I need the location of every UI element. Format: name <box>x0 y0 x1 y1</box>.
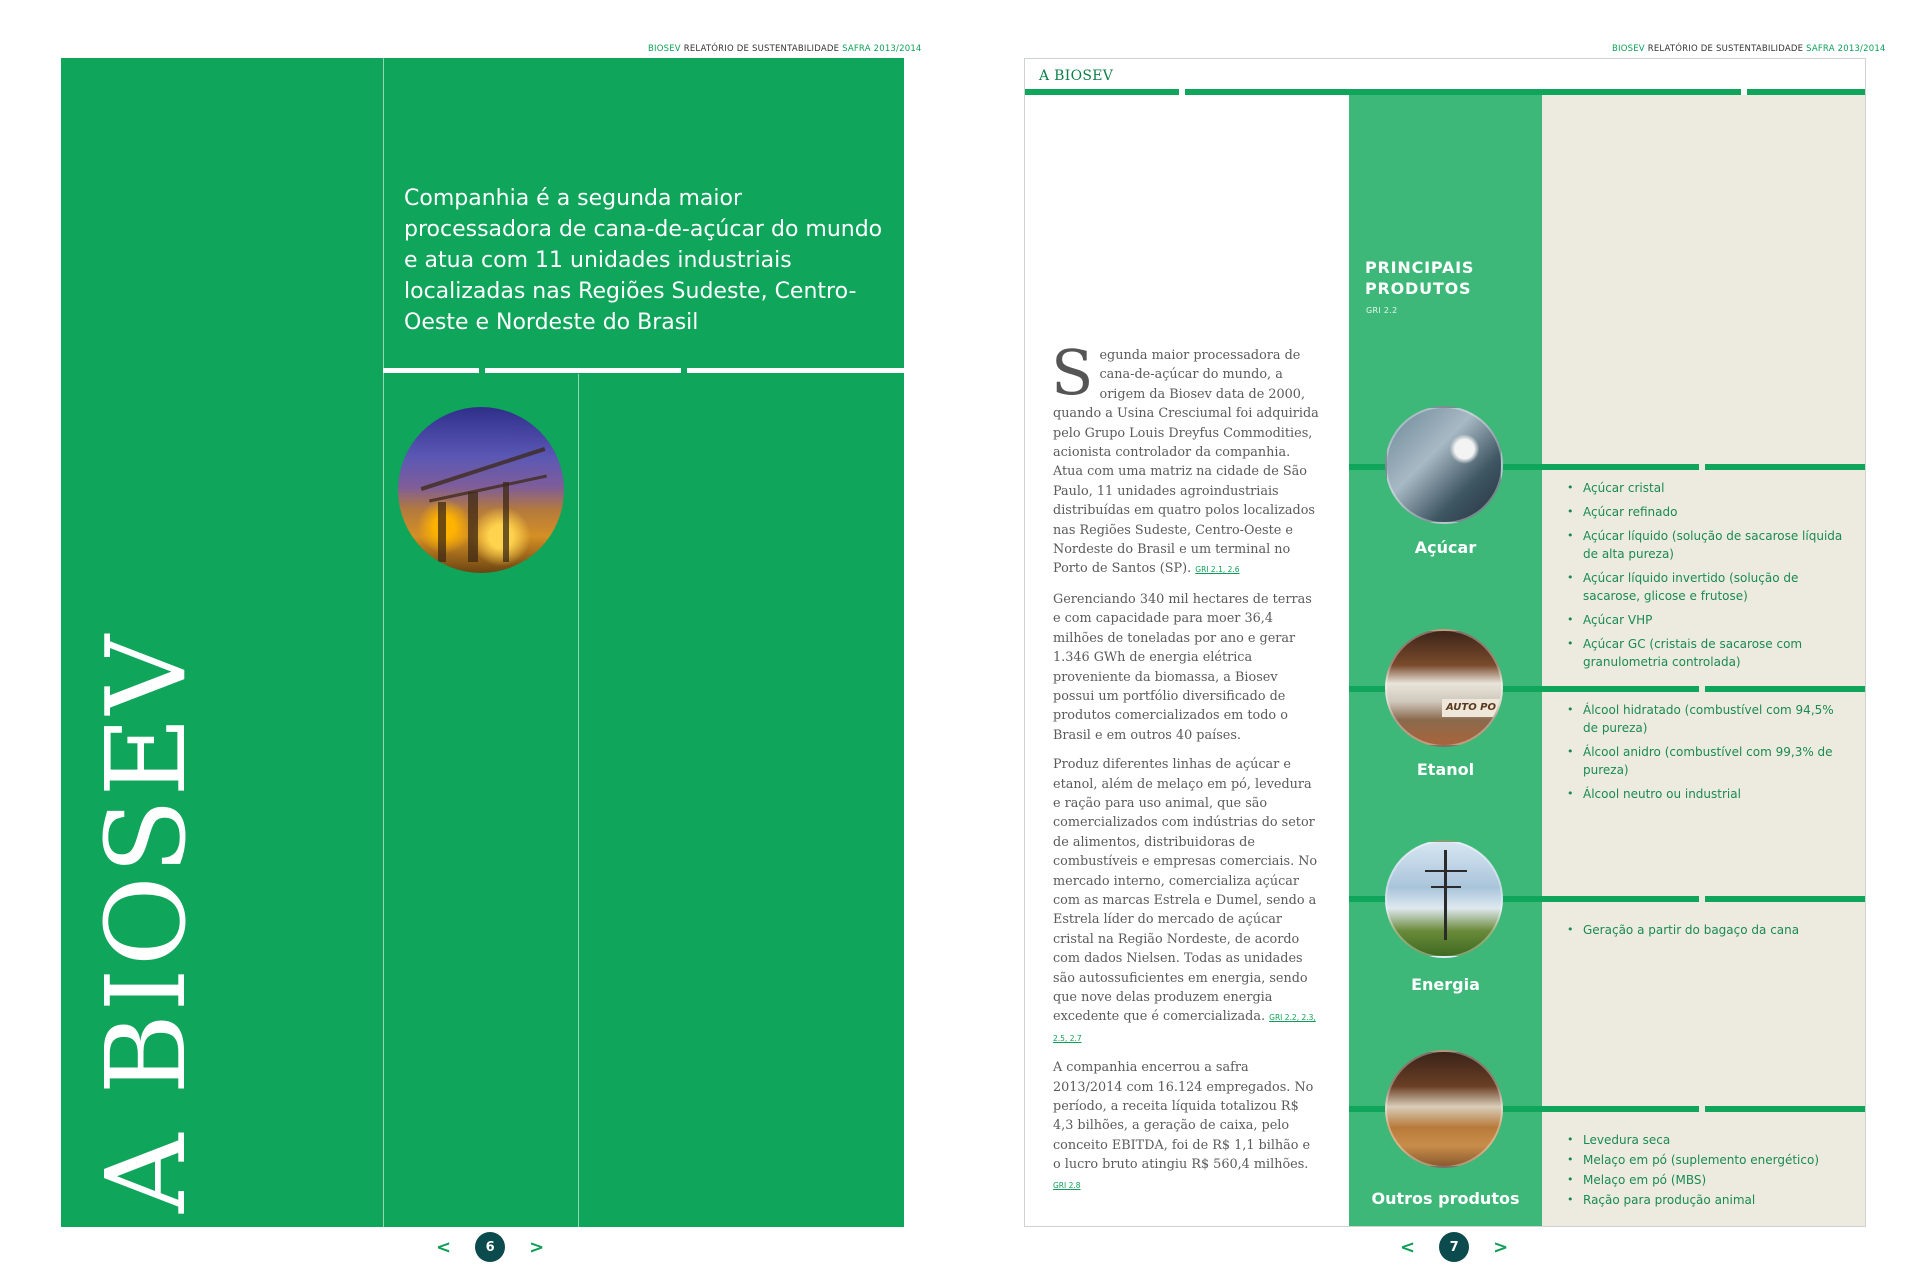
divider-bar <box>383 368 479 373</box>
other-products-photo <box>1385 1050 1503 1168</box>
column-divider <box>383 58 384 1227</box>
product-list-other <box>1565 1131 1850 1211</box>
paragraph-3: Produz diferentes linhas de açúcar e etanol, além de melaço em pó, levedura e ração para uso animal, que são comercializados com indústrias do setor de alimentos, distribuidoras de combustíveis e empresas comerciais. No mercado interno, comercializa açúcar com as marcas Estrela e Dumel, sendo a Estrela líder do mercado de açúcar cristal na Região Nordeste, de acordo com dados Nielsen. Todas as unidades são autossuficientes em energia, sendo que nove delas produzem energia excedente que é comercializada. GRI 2.2, 2.3, 2.5, 2.7 <box>1053 757 1318 1043</box>
list-item: • Melaço em pó (MBS) <box>1565 1171 1850 1189</box>
refinery-photo <box>398 407 564 573</box>
header-brand: BIOSEV <box>648 44 681 54</box>
paragraph-1: Segunda maior processadora de cana-de-açúcar do mundo, a origem da Biosev data de 2000, quando a Usina Cresciumal foi adquirida pelo Grupo Louis Dreyfus Commodities, acionista controlador da companhia. Atua com uma matriz na cidade de São Paulo, 11 unidades agroindustriais distribuídas em quatro polos localizados nas Regiões Sudeste, Centro-Oeste e Nordeste do Brasil e um terminal no Porto de Santos (SP). GRI 2.1, 2.6 <box>1051 336 1319 577</box>
list-item: • Açúcar refinado <box>1565 503 1850 521</box>
dropcap: S <box>1051 336 1094 409</box>
row-divider <box>1705 686 1866 692</box>
left-page <box>61 58 904 1227</box>
vertical-title: A BIOSEV <box>82 633 210 1213</box>
product-list-sugar <box>1565 479 1850 677</box>
running-header-right <box>1612 44 1886 54</box>
next-page-button[interactable]: > <box>529 1236 545 1258</box>
list-item: • Ração para produção animal <box>1565 1191 1850 1209</box>
product-list-ethanol <box>1565 701 1850 809</box>
products-title: PRINCIPAIS PRODUTOS <box>1365 258 1475 298</box>
running-header-left <box>648 44 922 54</box>
page-number: 7 <box>1439 1232 1469 1262</box>
list-item: • Geração a partir do bagaço da cana <box>1565 921 1850 939</box>
prev-page-button[interactable]: < <box>436 1236 452 1258</box>
row-divider <box>1705 464 1866 470</box>
paragraph-2: Gerenciando 340 mil hectares de terras e com capacidade para moer 36,4 milhões de toneladas por ano e gerar 1.346 GWh de energia elétrica proveniente da biomassa, a Biosev possui um portfólio diversificado de produtos comercializados em todo o Brasil e em outros 40 países. <box>1053 591 1312 743</box>
product-name-ethanol: Etanol <box>1416 760 1475 779</box>
list-item: • Álcool hidratado (combustível com 94,5% de pureza) <box>1565 701 1850 737</box>
list-item: • Álcool neutro ou industrial <box>1565 785 1850 803</box>
page-number: 6 <box>475 1232 505 1262</box>
prev-page-button[interactable]: < <box>1400 1236 1416 1258</box>
ethanol-photo <box>1385 629 1503 747</box>
list-item: • Melaço em pó (suplemento energético) <box>1565 1151 1850 1169</box>
row-divider <box>1705 896 1866 902</box>
truck-label: AUTO PO <box>1442 699 1500 717</box>
energy-photo <box>1385 840 1503 958</box>
next-page-button[interactable]: > <box>1493 1236 1509 1258</box>
list-item: • Açúcar líquido (solução de sacarose líquida de alta pureza) <box>1565 527 1850 563</box>
list-item: • Levedura seca <box>1565 1131 1850 1149</box>
product-name-energy: Energia <box>1411 975 1480 994</box>
product-list-energy <box>1565 921 1850 945</box>
header-season: SAFRA 2013/2014 <box>1806 44 1886 54</box>
product-name-sugar: Açúcar <box>1414 538 1477 557</box>
list-item: • Álcool anidro (combustível com 99,3% de pureza) <box>1565 743 1850 779</box>
product-name-other: Outros produtos <box>1371 1189 1520 1208</box>
gri-reference-link[interactable]: GRI 2.1, 2.6 <box>1195 565 1240 575</box>
header-title: RELATÓRIO DE SUSTENTABILIDADE <box>680 44 843 54</box>
gri-reference-link[interactable]: GRI 2.8 <box>1053 1180 1081 1190</box>
gri-reference-link[interactable]: GRI 2.2, 2.3, 2.5, 2.7 <box>1053 1013 1316 1043</box>
pager-right <box>1400 1232 1508 1262</box>
row-divider <box>1705 1106 1866 1112</box>
list-item: • Açúcar líquido invertido (solução de sacarose, glicose e frutose) <box>1565 569 1850 605</box>
top-rule <box>1025 89 1179 95</box>
list-item: • Açúcar VHP <box>1565 611 1850 629</box>
paragraph-4: A companhia encerrou a safra 2013/2014 com 16.124 empregados. No período, a receita líquida totalizou R$ 4,3 bilhões, a geração de caixa, pelo conceito EBITDA, foi de R$ 1,1 bilhão e o lucro bruto atingiu R$ 560,4 milhões. GRI 2.8 <box>1053 1060 1314 1190</box>
body-text <box>1051 336 1321 1205</box>
divider-bar <box>687 368 904 373</box>
list-item: • Açúcar GC (cristais de sacarose com granulometria controlada) <box>1565 635 1850 671</box>
lead-statement: Companhia é a segunda maior processadora de cana-de-açúcar do mundo e atua com 11 unidades industriais localizadas nas Regiões Sudeste, Centro-Oeste e Nordeste do Brasil <box>404 186 883 335</box>
products-gri-tag: GRI 2.2 <box>1366 306 1398 315</box>
header-brand: BIOSEV <box>1612 44 1645 54</box>
header-season: SAFRA 2013/2014 <box>842 44 922 54</box>
pager-left <box>436 1232 544 1262</box>
column-divider <box>578 374 579 1227</box>
list-item: • Açúcar cristal <box>1565 479 1850 497</box>
sugar-photo <box>1385 406 1503 524</box>
divider-bar <box>485 368 681 373</box>
right-page <box>1024 58 1866 1227</box>
header-title: RELATÓRIO DE SUSTENTABILIDADE <box>1644 44 1807 54</box>
section-label: A BIOSEV <box>1039 68 1114 84</box>
